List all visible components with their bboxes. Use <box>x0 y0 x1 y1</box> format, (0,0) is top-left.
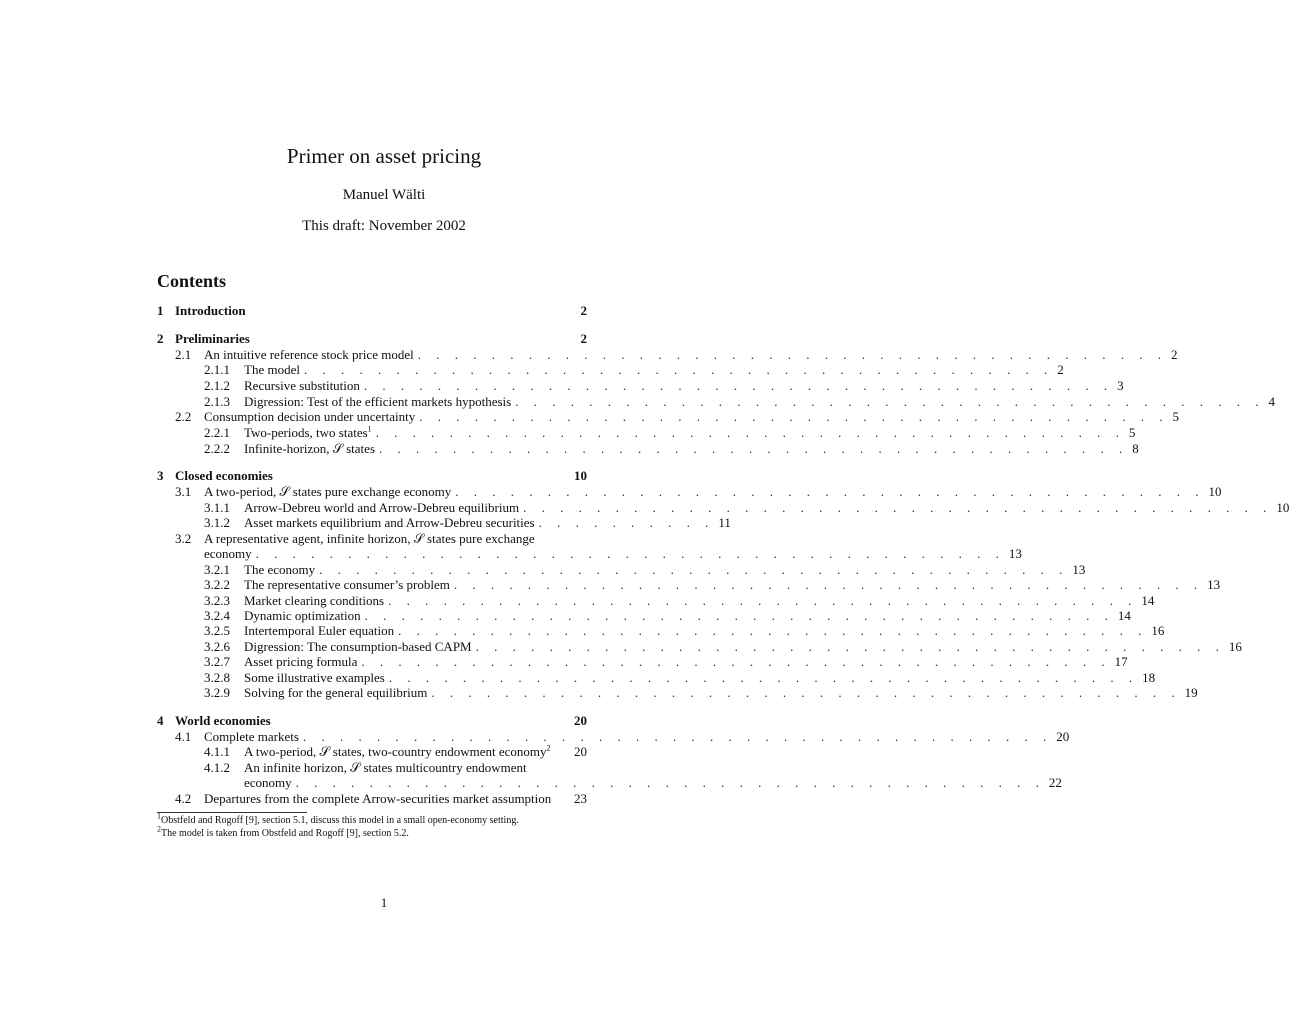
toc-entry-4-1 <box>175 729 1070 745</box>
toc-title: Departures from the complete Arrow-securities market assumption <box>204 791 552 806</box>
dot-leader: . . . . . . . . . . . . . . . . . . . . . . . . . . . . . . . . . . . . . . . . . <box>364 608 1114 623</box>
toc-number: 3.1.1 <box>204 500 230 515</box>
toc-page: 16 <box>1151 623 1165 638</box>
toc-page: 5 <box>1172 409 1179 424</box>
toc-number: 3.2.4 <box>204 608 230 623</box>
toc-number: 2.2 <box>175 409 192 424</box>
toc-title-text: Two-periods, two states <box>244 425 368 440</box>
toc-title: World economies <box>175 713 271 728</box>
toc-entry-3 <box>157 468 587 484</box>
toc-page: 23 <box>574 791 587 806</box>
toc-entry-3-2-1 <box>204 562 1086 578</box>
toc-number: 2.2.1 <box>204 425 230 440</box>
dot-leader: . . . . . . . . . . . . . . . . . . . . . . . . . . . . . . . . . . . . . . . . . <box>302 729 1053 744</box>
footnote-rule <box>157 812 307 813</box>
toc-page: 10 <box>1208 484 1222 499</box>
toc-number: 3.2.1 <box>204 562 230 577</box>
dot-leader: . . . . . . . . . . . . . . . . . . . . . . . . . . . . . . . . . . . . . . . . . <box>363 378 1114 393</box>
page-number: 1 <box>380 895 388 910</box>
toc-title: Asset pricing formula <box>244 654 358 669</box>
toc-number: 3.2.5 <box>204 623 230 638</box>
toc-page: 22 <box>1048 775 1062 790</box>
dot-leader: . . . . . . . . . . . . . . . . . . . . . . . . . . . . . . . . . . . . . . . . . <box>419 409 1169 424</box>
dot-leader: . . . . . . . . . . . . . . . . . . . . . . . . . . . . . . . . . . . . . . . . . <box>388 670 1139 685</box>
toc-page: 17 <box>1114 654 1128 669</box>
toc-number: 2 <box>157 331 164 346</box>
dot-leader: . . . . . . . . . . . . . . . . . . . . . . . . . . . . . . . . . . . . . . . . . <box>319 562 1069 577</box>
toc-number: 3.1.2 <box>204 515 230 530</box>
toc-entry-3-1-2 <box>204 515 731 531</box>
footnote-1 <box>157 811 519 826</box>
toc-page: 3 <box>1117 378 1124 393</box>
toc-title: An intuitive reference stock price model <box>204 347 414 362</box>
contents-heading: Contents <box>157 271 227 291</box>
toc-number: 3.1 <box>175 484 192 499</box>
toc-page: 2 <box>1057 362 1064 377</box>
toc-title-text: A two-period, 𝒮 states, two-country endowment economy <box>244 744 547 759</box>
toc-number: 1 <box>157 303 164 318</box>
toc-title: The representative consumer’s problem <box>244 577 450 592</box>
toc-number: 4.1.2 <box>204 760 230 775</box>
toc-entry-2-2 <box>175 409 1179 425</box>
footnote-text: Obstfeld and Rogoff [9], section 5.1, discuss this model in a small open-economy setting. <box>161 815 519 826</box>
toc-page: 16 <box>1228 639 1242 654</box>
toc-number: 3.2.6 <box>204 639 230 654</box>
toc-page: 2 <box>580 331 587 346</box>
toc-entry-4-1-2-continued <box>244 775 1062 791</box>
toc-page: 2 <box>580 303 587 318</box>
toc-entry-4-2 <box>175 791 587 807</box>
document-title: Primer on asset pricing <box>286 144 482 168</box>
footnote-text: The model is taken from Obstfeld and Rogoff [9], section 5.2. <box>161 828 409 839</box>
dot-leader: . . . . . . . . . . . . . . . . . . . . . . . . . . . . . . . . . . . . . . . . . <box>295 775 1045 790</box>
toc-number: 3 <box>157 468 164 483</box>
toc-entry-4 <box>157 713 587 729</box>
toc-entry-3-1 <box>175 484 1222 500</box>
toc-entry-2-2-2 <box>204 441 1139 457</box>
toc-page: 5 <box>1128 425 1136 440</box>
toc-entry-2-2-1 <box>204 424 1136 441</box>
toc-entry-2-1-3 <box>204 394 1275 410</box>
toc-entry-3-2 <box>175 531 587 547</box>
toc-title: Consumption decision under uncertainty <box>204 409 416 424</box>
toc-title: Preliminaries <box>175 331 250 346</box>
toc-number: 4 <box>157 713 164 728</box>
toc-title: Dynamic optimization <box>244 608 361 623</box>
author-name: Manuel Wälti <box>342 187 426 203</box>
footnote-mark: 1 <box>157 811 161 821</box>
toc-page: 10 <box>1276 500 1289 515</box>
toc-title: Complete markets <box>204 729 299 744</box>
toc-entry-3-2-9 <box>204 685 1198 701</box>
toc-title: The model <box>244 362 300 377</box>
dot-leader: . . . . . . . . . . . . . . . . . . . . . . . . . . . . . . . . . . . . . . . . . <box>303 362 1054 377</box>
toc-entry-3-2-5 <box>204 623 1165 639</box>
draft-date: This draft: November 2002 <box>302 218 466 234</box>
toc-entry-2 <box>157 331 587 347</box>
toc-entry-1 <box>157 303 587 319</box>
footnote-mark: 2 <box>157 824 161 834</box>
dot-leader: . . . . . . . . . . . . . . . . . . . . . . . . . . . . . . . . . . . . . . . . . <box>379 441 1129 456</box>
toc-page: 4 <box>1268 394 1275 409</box>
toc-number: 3.2.2 <box>204 577 230 592</box>
toc-title: Digression: Test of the efficient markets hypothesis <box>244 394 512 409</box>
toc-number: 2.2.2 <box>204 441 230 456</box>
toc-page: 20 <box>574 713 587 728</box>
dot-leader: . . . . . . . . . . . . . . . . . . . . . . . . . . . . . . . . . . . . . . . . . <box>523 500 1273 515</box>
toc-page: 11 <box>718 515 731 530</box>
toc-entry-3-1-1 <box>204 500 1289 516</box>
toc-entry-3-2-2 <box>204 577 1221 593</box>
toc-page: 8 <box>1132 441 1139 456</box>
toc-number: 3.2.8 <box>204 670 230 685</box>
toc-title: Introduction <box>175 303 246 318</box>
dot-leader: . . . . . . . . . . . . . . . . . . . . . . . . . . . . . . . . . . . . . . . . . <box>475 639 1225 654</box>
toc-number: 3.2.3 <box>204 593 230 608</box>
dot-leader: . . . . . . . . . . . . . . . . . . . . . . . . . . . . . . . . . . . . . . . . . <box>255 546 1005 561</box>
toc-number: 3.2.7 <box>204 654 230 669</box>
toc-title: A two-period, 𝒮 states pure exchange economy <box>204 484 452 499</box>
toc-entry-3-2-4 <box>204 608 1131 624</box>
toc-entry-3-2-3 <box>204 593 1155 609</box>
dot-leader: . . . . . . . . . . . . . . . . . . . . . . . . . . . . . . . . . . . . . . . . . <box>455 484 1205 499</box>
dot-leader: . . . . . . . . . . . . . . . . . . . . . . . . . . . . . . . . . . . . . . . . . <box>431 685 1181 700</box>
toc-number: 3.2 <box>175 531 192 546</box>
toc-page: 10 <box>574 468 587 483</box>
toc-number: 4.1 <box>175 729 192 744</box>
toc-entry-2-1 <box>175 347 1178 363</box>
toc-page: 13 <box>1008 546 1022 561</box>
toc-title-continued: economy <box>244 775 292 790</box>
toc-title: Asset markets equilibrium and Arrow-Debreu securities <box>244 515 535 530</box>
toc-entry-3-2-7 <box>204 654 1128 670</box>
toc-entry-3-2-6 <box>204 639 1242 655</box>
toc-title: Market clearing conditions <box>244 593 385 608</box>
toc-page: 14 <box>1141 593 1155 608</box>
toc-title <box>244 425 372 441</box>
toc-number: 2.1 <box>175 347 192 362</box>
footnote-marker: 1 <box>367 424 372 434</box>
toc-title: Arrow-Debreu world and Arrow-Debreu equilibrium <box>244 500 520 515</box>
dot-leader: . . . . . . . . . . . . . . . . . . . . . . . . . . . . . . . . . . . . . . . . . <box>388 593 1138 608</box>
toc-number: 3.2.9 <box>204 685 230 700</box>
toc-page: 18 <box>1142 670 1156 685</box>
toc-title: Recursive substitution <box>244 378 360 393</box>
toc-page: 14 <box>1117 608 1131 623</box>
toc-page: 2 <box>1170 347 1178 362</box>
toc-entry-3-2-continued <box>204 546 1022 562</box>
toc-number: 2.1.3 <box>204 394 230 409</box>
toc-title: Closed economies <box>175 468 273 483</box>
toc-number: 2.1.2 <box>204 378 230 393</box>
dot-leader: . . . . . . . . . . . . . . . . . . . . . . . . . . . . . . . . . . . . . . . . . <box>417 347 1167 362</box>
toc-title: A representative agent, infinite horizon, 𝒮 states pure exchange <box>204 531 535 546</box>
toc-title-continued: economy <box>204 546 252 561</box>
toc-title: Solving for the general equilibrium <box>244 685 428 700</box>
dot-leader: . . . . . . . . . . . . . . . . . . . . . . . . . . . . . . . . . . . . . . . . . <box>398 623 1148 638</box>
footnote-2 <box>157 824 409 839</box>
toc-title: Some illustrative examples <box>244 670 385 685</box>
dot-leader: . . . . . . . . . . . . . . . . . . . . . . . . . . . . . . . . . . . . . . . . . <box>453 577 1204 592</box>
dot-leader: . . . . . . . . . . . . . . . . . . . . . . . . . . . . . . . . . . . . . . . . . <box>375 425 1125 440</box>
toc-title: Digression: The consumption-based CAPM <box>244 639 472 654</box>
toc-page: 20 <box>574 744 587 759</box>
dot-leader: . . . . . . . . . . <box>538 515 715 530</box>
toc-page: 19 <box>1184 685 1198 700</box>
toc-number: 4.1.1 <box>204 744 230 759</box>
toc-entry-2-1-1 <box>204 362 1064 378</box>
toc-title: Intertemporal Euler equation <box>244 623 395 638</box>
dot-leader: . . . . . . . . . . . . . . . . . . . . . . . . . . . . . . . . . . . . . . . . . <box>361 654 1111 669</box>
toc-entry-4-1-1 <box>204 744 587 760</box>
toc-title <box>244 744 551 760</box>
toc-number: 4.2 <box>175 791 192 806</box>
toc-entry-4-1-2 <box>204 760 587 776</box>
toc-entry-2-1-2 <box>204 378 1124 394</box>
toc-title: An infinite horizon, 𝒮 states multicountry endowment <box>244 760 527 775</box>
dot-leader: . . . . . . . . . . . . . . . . . . . . . . . . . . . . . . . . . . . . . . . . . <box>515 394 1265 409</box>
toc-page: 20 <box>1056 729 1070 744</box>
toc-page: 13 <box>1207 577 1221 592</box>
toc-title: The economy <box>244 562 316 577</box>
toc-title: Infinite-horizon, 𝒮 states <box>244 441 375 456</box>
toc-page: 13 <box>1072 562 1086 577</box>
toc-number: 2.1.1 <box>204 362 230 377</box>
toc-entry-3-2-8 <box>204 670 1156 686</box>
footnote-marker: 2 <box>546 743 551 753</box>
